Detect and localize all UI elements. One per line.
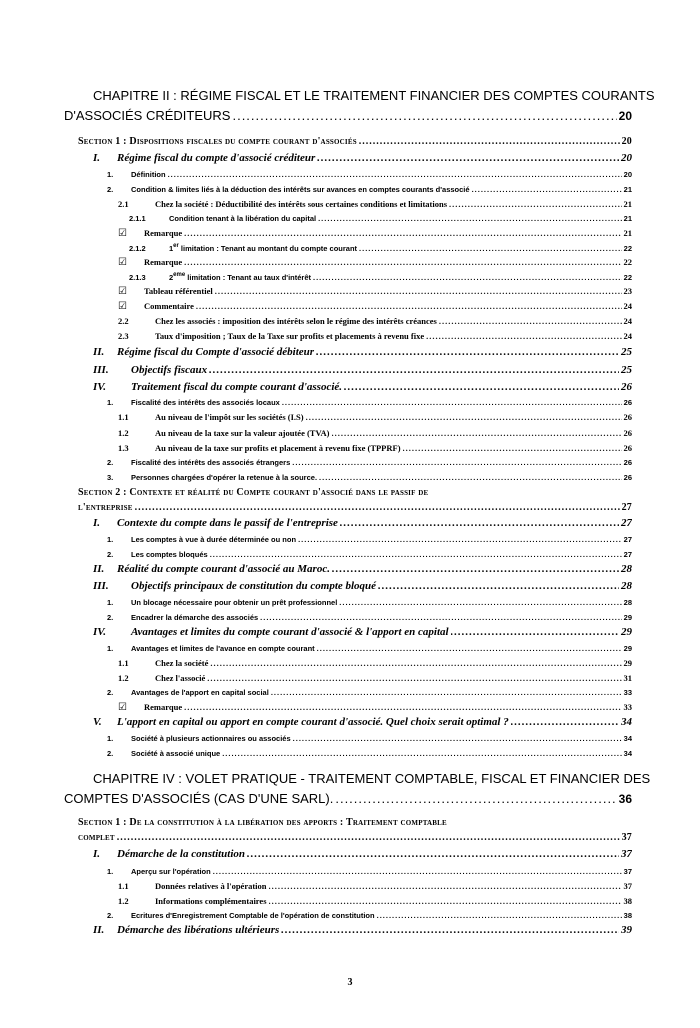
dot-leader: [260, 613, 622, 622]
entry-title: 2ème limitation : Tenant au taux d'intérêt: [169, 272, 312, 282]
entry-number: 2.: [107, 550, 114, 559]
entry-number: 1.: [107, 734, 114, 743]
dot-leader: [215, 286, 622, 296]
entry-title: Définition: [131, 170, 166, 179]
chapter-4-heading: [64, 791, 632, 806]
entry-title: Condition tenant à la libération du capital: [169, 214, 317, 223]
entry-number: II.: [93, 563, 105, 575]
dot-leader: [117, 832, 620, 843]
toc-entry-roman: [93, 716, 632, 728]
page-number: 31: [623, 673, 632, 683]
page-number: 25: [621, 346, 632, 358]
entry-number: 1.: [107, 535, 114, 544]
dot-leader: [344, 381, 619, 393]
toc-entry: [107, 734, 632, 743]
page-number: 21: [623, 214, 632, 223]
page-number: 24: [623, 301, 632, 311]
entry-title: Objectifs principaux de constitution du compte bloqué: [131, 580, 377, 592]
page-number: 20: [618, 109, 632, 123]
dot-leader: [293, 734, 622, 743]
entry-number: 1.3: [118, 443, 129, 453]
entry-number: 2.: [107, 458, 114, 467]
page-number: 34: [623, 734, 632, 743]
dot-leader: [359, 244, 622, 253]
page-number: 20: [621, 152, 632, 164]
dot-leader: [439, 316, 622, 326]
section-1-heading-line1: Section 1 : De la constitution à la libération des apports : Traitement comptable: [78, 817, 447, 828]
dot-leader: [340, 517, 619, 529]
dot-leader: [222, 749, 621, 758]
page-number: 23: [623, 286, 632, 296]
page-number: 27: [621, 517, 632, 529]
toc-entry-roman: [93, 152, 632, 164]
dot-leader: [313, 273, 622, 282]
toc-entry: [107, 613, 632, 622]
page-number: 21: [623, 228, 632, 238]
toc-entry-roman: [93, 517, 632, 529]
entry-title: Avantages de l'apport en capital social: [131, 688, 269, 697]
entry-number: I.: [93, 848, 101, 860]
entry-number: 1.1: [118, 881, 129, 891]
checkbox-icon: ☑: [118, 228, 127, 239]
page-number: 22: [623, 273, 632, 282]
entry-number: 2.1.3: [129, 273, 146, 282]
toc-entry: [107, 535, 632, 544]
toc-entry-check: [118, 257, 632, 268]
entry-number: 1.2: [118, 673, 129, 683]
entry-title: Remarque: [144, 702, 183, 712]
dot-leader: [247, 848, 619, 860]
toc-entry: [107, 749, 632, 758]
entry-number: 2.: [107, 749, 114, 758]
toc-entry-roman: [93, 563, 632, 575]
entry-title: Les comptes bloqués: [131, 550, 208, 559]
toc-entry: [107, 185, 632, 194]
entry-title: Démarche des libérations ultérieurs: [117, 924, 280, 936]
page-number: 26: [623, 398, 632, 407]
entry-number: 2.: [107, 911, 114, 920]
dot-leader: [209, 364, 619, 376]
toc-entry: [118, 881, 632, 891]
toc-entry-check: [118, 228, 632, 239]
toc-entry: [107, 911, 632, 920]
entry-title: Société à associé unique: [131, 749, 221, 758]
toc-entry: [107, 688, 632, 697]
toc-entry: [129, 272, 632, 282]
toc-entry: [107, 644, 632, 653]
page-number: 37: [623, 881, 632, 891]
toc-entry-roman: [93, 346, 632, 358]
dot-leader: [317, 152, 619, 164]
entry-title: Réalité du compte courant d'associé au Maroc.: [117, 563, 330, 575]
entry-number: IV.: [93, 626, 106, 638]
page-number: 37: [621, 832, 632, 843]
chapter-2-heading: [64, 108, 632, 123]
entry-title: Traitement fiscal du compte courant d'associé.: [131, 381, 343, 393]
entry-title: Tableau référentiel: [144, 286, 213, 296]
page-number: 36: [618, 792, 632, 806]
entry-title: Chez l'associé: [155, 673, 206, 683]
toc-entry: [107, 473, 632, 482]
entry-number: 1.: [107, 644, 114, 653]
dot-leader: [184, 702, 621, 712]
entry-title: Condition & limites liés à la déduction des intérêts sur avances en comptes courants d'associé: [131, 185, 470, 194]
toc-entry: [118, 428, 632, 438]
section-1-entry: [78, 136, 632, 147]
entry-title: Avantages et limites du compte courant d'associé & l'apport en capital: [131, 626, 449, 638]
page-number: 26: [623, 443, 632, 453]
entry-number: 1.1: [118, 658, 129, 668]
dot-leader: [281, 924, 619, 936]
toc-entry-roman: [93, 924, 632, 936]
entry-number: 2.: [107, 613, 114, 622]
entry-number: I.: [93, 517, 101, 529]
entry-number: 1.: [107, 398, 114, 407]
entry-title: Démarche de la constitution: [117, 848, 246, 860]
toc-entry: [118, 673, 632, 683]
entry-number: 1.2: [118, 896, 129, 906]
entry-title: Avantages et limites de l'avance en compte courant: [131, 644, 315, 653]
toc-entry: [118, 896, 632, 906]
dot-leader: [135, 502, 620, 513]
entry-title: Chez la société: [155, 658, 209, 668]
toc-entry: [129, 243, 632, 253]
toc-entry: [107, 458, 632, 467]
entry-title: L'apport en capital ou apport en compte courant d'associé. Quel choix serait optimal ?: [117, 716, 509, 728]
entry-number: 2.: [107, 185, 114, 194]
dot-leader: [282, 398, 622, 407]
dot-leader: [378, 580, 619, 592]
toc-entry: [118, 199, 632, 209]
page-number: 39: [621, 924, 632, 936]
page-number: 20: [621, 136, 632, 147]
entry-title: Au niveau de l'impôt sur les sociétés (I.S): [155, 412, 304, 422]
entry-title: Société à plusieurs actionnaires ou associés: [131, 734, 291, 743]
entry-number: III.: [93, 580, 109, 592]
entry-number: 2.1.2: [129, 244, 146, 253]
page-number: 27: [621, 502, 632, 513]
dot-leader: [213, 867, 622, 876]
dot-leader: [232, 108, 616, 123]
toc-entry-check: [118, 702, 632, 713]
dot-leader: [210, 550, 622, 559]
page-number: 26: [621, 381, 632, 393]
page-number: 29: [623, 613, 632, 622]
dot-leader: [168, 170, 622, 179]
section-1-heading-line2: complet: [78, 832, 115, 843]
toc-entry: [118, 443, 632, 453]
entry-title: Régime fiscal du Compte d'associé débiteur: [117, 346, 315, 358]
page-number: 33: [623, 688, 632, 697]
page-number: 26: [623, 473, 632, 482]
entry-number: 1.: [107, 598, 114, 607]
page-footer-number: 3: [347, 977, 353, 988]
entry-title: Contexte du compte dans le passif de l'entreprise: [117, 517, 338, 529]
toc-entry-check: [118, 286, 632, 297]
page-number: 37: [623, 867, 632, 876]
chapter-2-heading-line2: D'ASSOCIÉS CRÉDITEURS: [64, 108, 231, 123]
dot-leader: [426, 331, 621, 341]
dot-leader: [298, 535, 622, 544]
dot-leader: [210, 658, 621, 668]
entry-number: 2.1: [118, 199, 129, 209]
dot-leader: [359, 136, 620, 147]
dot-leader: [339, 598, 621, 607]
page-number: 33: [623, 702, 632, 712]
entry-title: Au niveau de la taxe sur profits et placement à revenu fixe (TPPRF): [155, 443, 401, 453]
dot-leader: [207, 673, 621, 683]
entry-number: 2.3: [118, 331, 129, 341]
entry-number: 2.: [107, 688, 114, 697]
entry-title: Personnes chargées d'opérer la retenue à la source.: [131, 473, 318, 482]
entry-number: 3.: [107, 473, 114, 482]
dot-leader: [319, 473, 622, 482]
page-number: 29: [623, 644, 632, 653]
page-number: 26: [623, 458, 632, 467]
entry-number: 2.2: [118, 316, 129, 326]
page-number: 29: [623, 658, 632, 668]
page-number: 25: [621, 364, 632, 376]
dot-leader: [184, 257, 621, 267]
section-1-entry: [78, 832, 632, 843]
page-number: 28: [621, 563, 632, 575]
dot-leader: [269, 881, 622, 891]
entry-number: V.: [93, 716, 102, 728]
entry-number: II.: [93, 346, 105, 358]
chapter-2-heading-line1: CHAPITRE II : RÉGIME FISCAL ET LE TRAITEMENT FINANCIER DES COMPTES COURANTS: [93, 88, 655, 103]
entry-title: Commentaire: [144, 301, 194, 311]
page-number: 24: [623, 316, 632, 326]
entry-number: 1.: [107, 170, 114, 179]
entry-title: Taux d'imposition ; Taux de la Taxe sur profits et placements à revenu fixe: [155, 331, 425, 341]
page-number: 21: [623, 199, 632, 209]
page-number: 22: [623, 244, 632, 253]
page-number: 24: [623, 331, 632, 341]
entry-title: Ecritures d'Enregistrement Comptable de l'opération de constitution: [131, 911, 375, 920]
entry-title: Fiscalité des intérêts des associés étrangers: [131, 458, 291, 467]
dot-leader: [377, 911, 622, 920]
entry-number: 1.2: [118, 428, 129, 438]
entry-title: Au niveau de la taxe sur la valeur ajoutée (TVA): [155, 428, 330, 438]
entry-title: Remarque: [144, 228, 183, 238]
entry-title: Les comptes à vue à durée déterminée ou non: [131, 535, 297, 544]
toc-entry: [107, 550, 632, 559]
entry-number: III.: [93, 364, 109, 376]
toc-entry-roman: [93, 626, 632, 638]
entry-title: 1er limitation : Tenant au montant du compte courant: [169, 243, 358, 253]
toc-entry: [118, 412, 632, 422]
toc-entry-check: [118, 301, 632, 312]
page-number: 26: [623, 428, 632, 438]
toc-entry-roman: [93, 381, 632, 393]
entry-number: 1.: [107, 867, 114, 876]
entry-number: 2.1.1: [129, 214, 146, 223]
page-number: 37: [621, 848, 632, 860]
toc-entry: [107, 867, 632, 876]
dot-leader: [271, 688, 622, 697]
dot-leader: [316, 346, 619, 358]
page-number: 20: [623, 170, 632, 179]
entry-title: Régime fiscal du compte d'associé créditeur: [117, 152, 316, 164]
page-number: 34: [623, 749, 632, 758]
entry-title: Encadrer la démarche des associés: [131, 613, 259, 622]
page-number: 27: [623, 550, 632, 559]
page-number: 27: [623, 535, 632, 544]
dot-leader: [451, 626, 619, 638]
checkbox-icon: ☑: [118, 301, 127, 312]
entry-title: Un blocage nécessaire pour obtenir un prêt professionnel: [131, 598, 338, 607]
entry-number: IV.: [93, 381, 106, 393]
dot-leader: [196, 301, 622, 311]
dot-leader: [403, 443, 622, 453]
page-number: 28: [623, 598, 632, 607]
section-2-heading-line1: Section 2 : Contexte et réalité du Compte courant d'associé dans le passif de: [78, 487, 429, 498]
page-number: 21: [623, 185, 632, 194]
page-number: 28: [621, 580, 632, 592]
checkbox-icon: ☑: [118, 257, 127, 268]
dot-leader: [184, 228, 621, 238]
page-number: 38: [623, 911, 632, 920]
dot-leader: [332, 428, 622, 438]
dot-leader: [269, 896, 622, 906]
entry-title: Chez la société : Déductibilité des intérêts sous certaines conditions et limitations: [155, 199, 448, 209]
entry-title: Fiscalité des intérêts des associés locaux: [131, 398, 280, 407]
dot-leader: [449, 199, 621, 209]
page-number: 29: [621, 626, 632, 638]
page-number: 34: [621, 716, 632, 728]
toc-entry: [118, 658, 632, 668]
toc-entry: [118, 316, 632, 326]
entry-title: Informations complémentaires: [155, 896, 267, 906]
checkbox-icon: ☑: [118, 286, 127, 297]
entry-number: II.: [93, 924, 105, 936]
dot-leader: [472, 185, 622, 194]
section-2-entry: [78, 502, 632, 513]
entry-title: Données relatives à l'opération: [155, 881, 267, 891]
toc-entry-roman: [93, 848, 632, 860]
section-2-heading-line2: l'entreprise: [78, 502, 133, 513]
dot-leader: [511, 716, 619, 728]
section-title: Section 1 : Dispositions fiscales du compte courant d'associés: [78, 136, 357, 147]
checkbox-icon: ☑: [118, 702, 127, 713]
chapter-4-heading-line2: COMPTES D'ASSOCIÉS (CAS D'UNE SARL).: [64, 791, 334, 806]
toc-entry: [107, 170, 632, 179]
page-number: 22: [623, 257, 632, 267]
toc-entry: [107, 398, 632, 407]
dot-leader: [335, 791, 616, 806]
dot-leader: [332, 563, 619, 575]
toc-entry: [107, 598, 632, 607]
toc-entry: [129, 214, 632, 223]
entry-number: I.: [93, 152, 101, 164]
dot-leader: [292, 458, 621, 467]
toc-entry-roman: [93, 580, 632, 592]
entry-title: Objectifs fiscaux: [131, 364, 208, 376]
dot-leader: [306, 412, 622, 422]
entry-title: Aperçu sur l'opération: [131, 867, 211, 876]
toc-entry-roman: [93, 364, 632, 376]
dot-leader: [317, 644, 622, 653]
entry-title: Chez les associés : imposition des intérêts selon le régime des intérêts créances: [155, 316, 437, 326]
dot-leader: [318, 214, 622, 223]
toc-entry: [118, 331, 632, 341]
page-number: 26: [623, 412, 632, 422]
entry-number: 1.1: [118, 412, 129, 422]
page-number: 38: [623, 896, 632, 906]
entry-title: Remarque: [144, 257, 183, 267]
chapter-4-heading-line1: CHAPITRE IV : VOLET PRATIQUE - TRAITEMENT COMPTABLE, FISCAL ET FINANCIER DES: [93, 771, 651, 786]
